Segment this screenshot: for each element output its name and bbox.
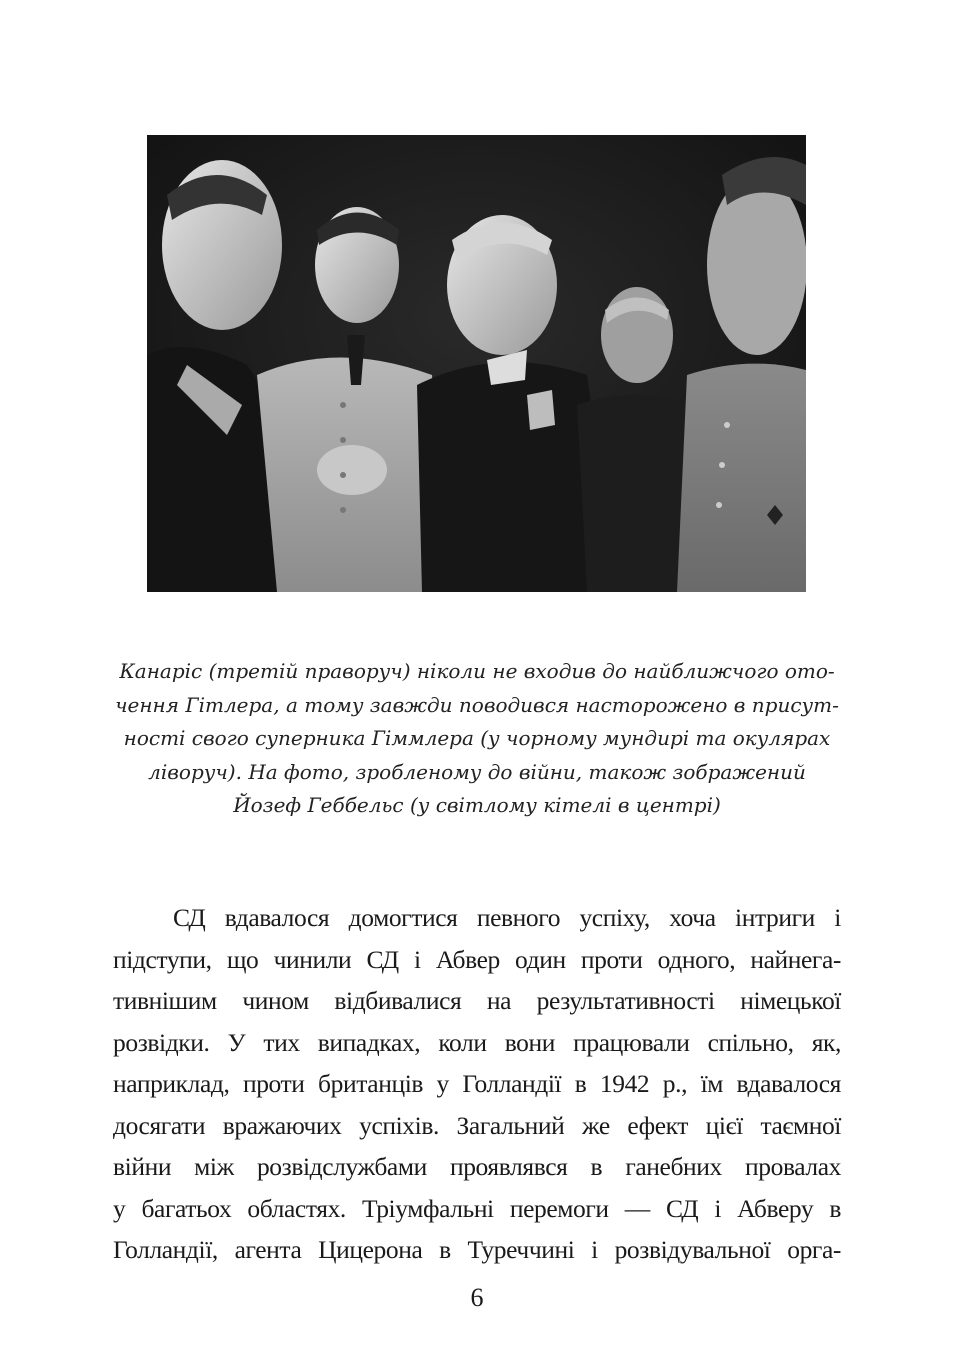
photo-image [147, 135, 806, 592]
body-line: Голландії, агента Цицерона в Туреччині і розвідувальної орга- [113, 1235, 841, 1264]
body-line: у багатьох областях. Тріумфальні перемоги — СД і Абверу в [113, 1193, 841, 1223]
caption-line: ності свого суперника Гіммлера (у чорному мундирі та окулярах [123, 726, 831, 750]
caption-line: ліворуч). На фото, зробленому до війни, також зображений [148, 759, 806, 784]
caption-line: чення Гітлера, а тому завжди поводився насторожено в присут- [115, 692, 839, 717]
historical-photo [147, 135, 806, 592]
body-line: наприклад, проти британців у Голландії в 1942 р., їм вдавалося [113, 1069, 841, 1098]
body-line: розвідки. У тих випадках, коли вони працювали спільно, як, [113, 1027, 841, 1057]
photo-caption [112, 655, 842, 823]
body-line: СД вдавалося домогтися певного успіху, хоча інтриги і [173, 903, 841, 932]
body-line: досягати вражаючих успіхів. Загальний же ефект цієї таємної [113, 1110, 841, 1140]
caption-line: Йозеф Геббельс (у світлому кітелі в центрі) [233, 793, 721, 817]
body-line: підступи, що чинили СД і Абвер один проти одного, найнега- [113, 944, 841, 974]
body-line: тивнішим чином відбивалися на результативності німецької [113, 986, 841, 1015]
page-number: 6 [470, 1283, 484, 1312]
body-paragraph [113, 897, 841, 1271]
body-line: війни між розвідслужбами проявлявся в ганебних провалах [113, 1152, 841, 1181]
caption-line: Канаріс (третій праворуч) ніколи не входив до найближчого ото- [119, 659, 835, 683]
